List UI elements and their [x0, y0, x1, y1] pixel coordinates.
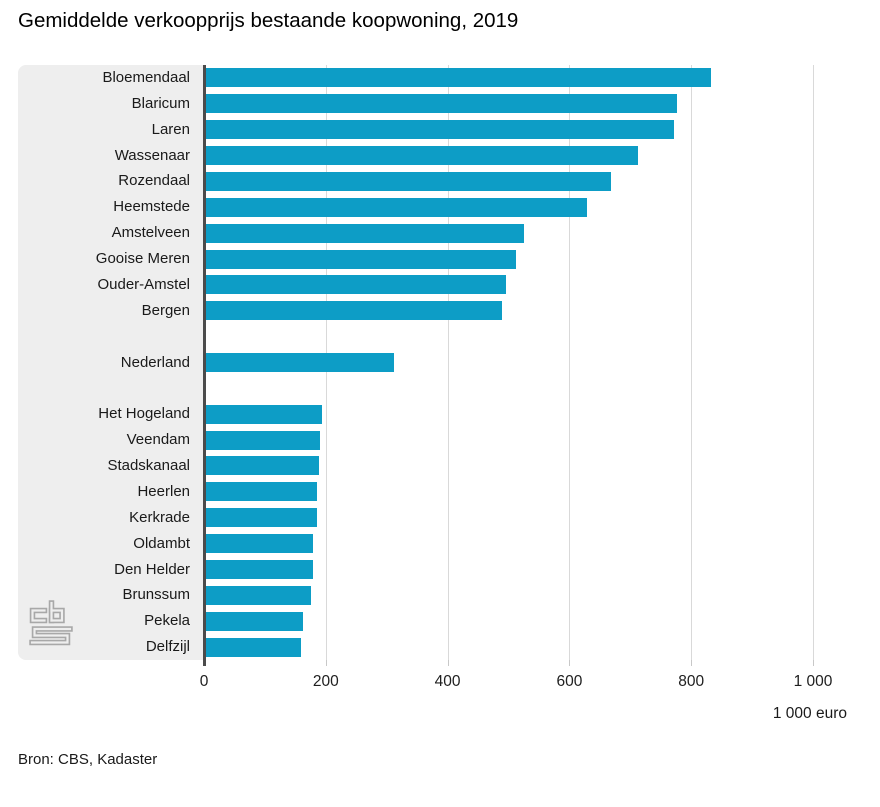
- category-label-bloemendaal: Bloemendaal: [102, 69, 190, 86]
- bar-den-helder: [206, 560, 313, 579]
- category-label-heemstede: Heemstede: [113, 198, 190, 216]
- x-tick-label: 1 000: [793, 673, 833, 690]
- x-tick-label: 200: [312, 673, 339, 690]
- category-label-laren: Laren: [151, 120, 190, 138]
- category-label-veendam: Veendam: [126, 431, 190, 449]
- bar-delfzijl: [206, 638, 301, 657]
- category-label-brunssum: Brunssum: [122, 586, 190, 604]
- category-label-rozendaal: Rozendaal: [118, 172, 190, 190]
- bar-stadskanaal: [206, 456, 319, 475]
- source-note: Bron: CBS, Kadaster: [18, 751, 158, 768]
- bar-ouder-amstel: [206, 275, 506, 294]
- category-label-delfzijl: Delfzijl: [145, 638, 190, 656]
- bar-veendam: [206, 431, 320, 450]
- category-label-kerkrade: Kerkrade: [129, 508, 190, 526]
- x-tick-label: 400: [434, 673, 461, 690]
- x-tick-label: 0: [199, 673, 209, 690]
- category-label-amstelveen: Amstelveen: [111, 224, 190, 242]
- bar-heerlen: [206, 482, 317, 501]
- category-label-stadskanaal: Stadskanaal: [107, 457, 190, 475]
- category-label-nederland: Nederland: [120, 353, 190, 371]
- bar-heemstede: [206, 198, 587, 217]
- bar-rozendaal: [206, 172, 611, 191]
- gridline-800: [691, 65, 692, 660]
- bar-laren: [206, 120, 674, 139]
- bar-pekela: [206, 612, 303, 631]
- x-tick-mark: [326, 660, 327, 666]
- x-tick-mark: [569, 660, 570, 666]
- chart-title: Gemiddelde verkoopprijs bestaande koopwoning, 2019: [18, 9, 519, 32]
- bar-brunssum: [206, 586, 311, 605]
- x-axis-unit-label: 1 000 euro: [772, 705, 847, 722]
- gridline-1000: [813, 65, 814, 660]
- category-label-gooise-meren: Gooise Meren: [95, 250, 190, 268]
- category-label-blaricum: Blaricum: [131, 94, 190, 112]
- bar-gooise-meren: [206, 250, 516, 269]
- x-tick-label: 800: [678, 673, 705, 690]
- x-tick-label: 600: [556, 673, 583, 690]
- x-tick-mark: [813, 660, 814, 666]
- category-label-het-hogeland: Het Hogeland: [98, 405, 190, 423]
- bar-blaricum: [206, 94, 677, 113]
- bar-nederland: [206, 353, 394, 372]
- bar-wassenaar: [206, 146, 638, 165]
- category-label-pekela: Pekela: [144, 612, 190, 630]
- bar-het-hogeland: [206, 405, 322, 424]
- category-label-den-helder: Den Helder: [114, 560, 190, 578]
- x-tick-mark: [691, 660, 692, 666]
- x-tick-mark: [448, 660, 449, 666]
- plot-area: [204, 65, 855, 660]
- category-label-wassenaar: Wassenaar: [114, 146, 190, 164]
- bar-oldambt: [206, 534, 313, 553]
- bar-bergen: [206, 301, 502, 320]
- y-axis-line: [203, 65, 206, 666]
- bar-amstelveen: [206, 224, 524, 243]
- category-label-ouder-amstel: Ouder-Amstel: [97, 275, 190, 293]
- bar-kerkrade: [206, 508, 317, 527]
- category-panel: [18, 65, 204, 660]
- category-label-bergen: Bergen: [141, 301, 190, 319]
- category-label-oldambt: Oldambt: [133, 534, 190, 552]
- category-label-heerlen: Heerlen: [137, 482, 190, 500]
- bar-bloemendaal: [206, 68, 711, 87]
